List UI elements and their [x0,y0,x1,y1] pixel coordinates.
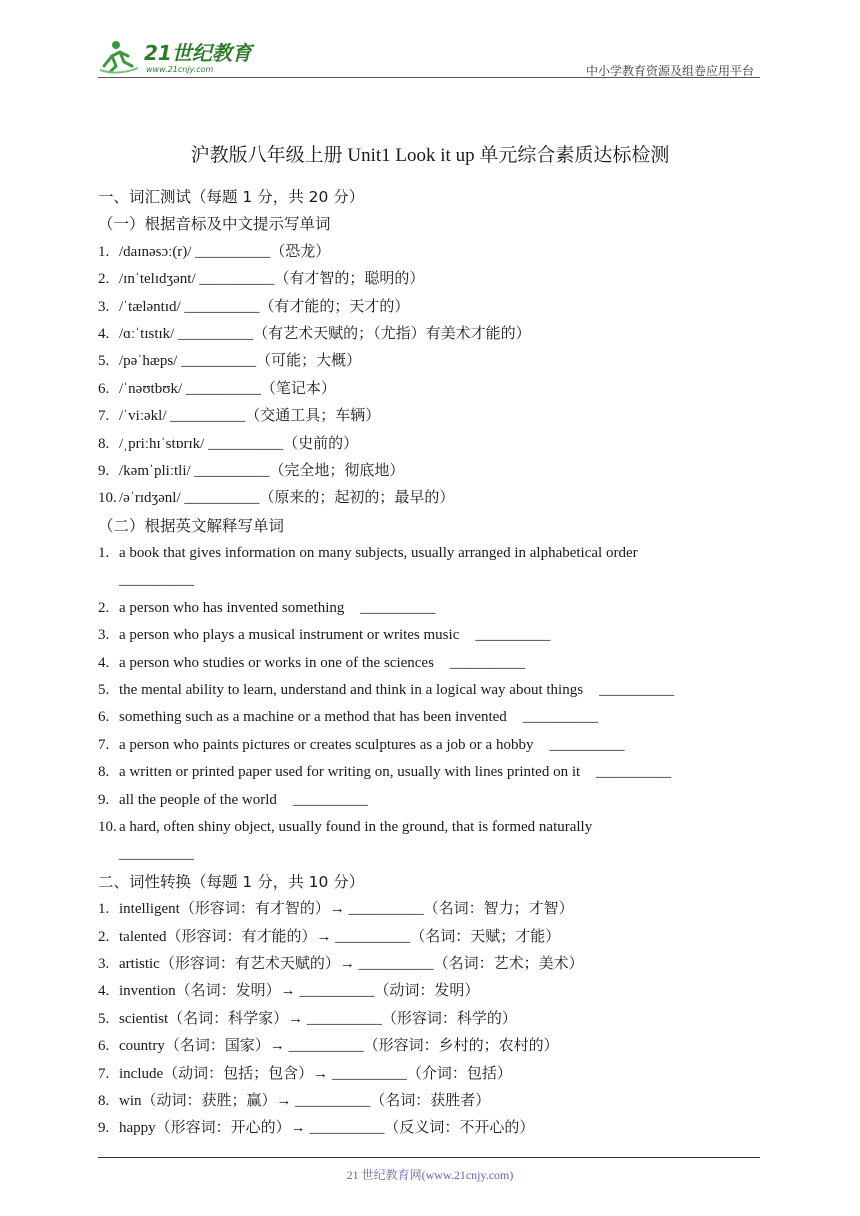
question-number: 10. [98,818,117,835]
question-item [98,321,763,348]
question-item [98,704,763,731]
question-text: /pəˈhæps/ __________（可能；大概） [119,353,362,370]
answer-blank: __________ [119,572,194,589]
phonetic-question-list [98,239,763,513]
question-item [98,787,763,814]
question-text: /ˈnəʊtbʊk/ __________（笔记本） [119,380,336,397]
question-item [98,348,763,375]
question-text: talented（形容词：有才能的）→ __________（名词：天赋；才能） [119,928,561,945]
logo-text: 21世纪教育 [144,41,252,65]
question-number: 3. [98,298,110,315]
question-item [98,403,763,430]
section-1b-title: （二）根据英文解释写单词 [98,516,285,535]
question-item [98,732,763,759]
question-item [98,540,763,567]
question-item [98,924,763,951]
question-item [98,1115,763,1142]
question-text: country（名词：国家）→ __________（形容词：乡村的；农村的） [119,1038,559,1055]
question-number: 9. [98,1120,110,1137]
question-text: artistic（形容词：有艺术天赋的）→ __________（名词：艺术；美术） [119,955,584,972]
section-1-title: 一、词汇测试（每题 1 分，共 20 分） [98,188,365,206]
question-number: 8. [98,764,110,781]
answer-blank: __________ [292,791,368,808]
question-number: 7. [98,1065,110,1082]
question-number: 1. [98,545,110,562]
question-text: /ɪnˈtelɪdʒənt/ __________（有才智的；聪明的） [119,271,425,288]
question-number: 1. [98,243,110,260]
question-number: 4. [98,983,110,1000]
question-number: 9. [98,462,110,479]
question-item [98,431,763,458]
question-item [98,1033,763,1060]
section-2-title: 二、词性转换（每题 1 分，共 10 分） [98,872,365,891]
question-item [98,376,763,403]
question-item [98,485,763,512]
question-number: 7. [98,408,110,425]
question-item [98,650,763,677]
question-text: a hard, often shiny object, usually found in the ground, that is formed naturally [119,818,593,835]
question-number: 2. [98,271,110,288]
question-item [98,951,763,978]
page-header [98,30,760,78]
question-text: win（动词：获胜；赢）→ __________（名词：获胜者） [119,1092,491,1109]
question-text: a written or printed paper used for writing on, usually with lines printed on it [119,764,581,781]
answer-blank: __________ [596,764,672,781]
word-form-question-list [98,896,763,1143]
definition-question-list [98,540,763,869]
question-item [98,266,763,293]
question-item [98,458,763,485]
question-number: 8. [98,435,110,452]
platform-label: 中小学教育资源及组卷应用平台 [585,64,754,78]
question-text: /daɪnəsɔː(r)/ __________（恐龙） [119,243,331,260]
question-number: 2. [98,599,110,616]
question-number: 5. [98,682,110,699]
logo-21cnjy-icon [98,36,258,76]
question-item [98,896,763,923]
question-text: all the people of the world [119,791,277,808]
question-number: 4. [98,654,110,671]
question-text: /kəmˈpliːtli/ __________（完全地；彻底地） [119,462,405,479]
answer-blank: __________ [599,682,675,699]
question-item [98,622,763,649]
question-item [98,814,763,841]
question-number: 5. [98,1010,110,1027]
question-number: 5. [98,353,110,370]
question-text: invention（名词：发明）→ __________（动词：发明） [119,983,480,1000]
question-text: /ˌpriːhɪˈstɒrɪk/ __________（史前的） [119,435,359,452]
answer-blank: __________ [360,599,436,616]
question-item [98,759,763,786]
answer-blank: __________ [119,846,194,863]
question-number: 7. [98,736,110,753]
question-item [98,595,763,622]
question-text: /ɑːˈtɪstɪk/ __________（有艺术天赋的；（尤指）有美术才能的） [119,325,531,342]
question-text: include（动词：包括；包含）→ __________（介词：包括） [119,1065,512,1082]
question-item [98,677,763,704]
answer-blank: __________ [475,627,551,644]
question-item [98,294,763,321]
question-number: 6. [98,709,110,726]
footer-divider [98,1157,760,1158]
question-number: 3. [98,955,110,972]
question-text: a book that gives information on many subjects, usually arranged in alphabetical order [119,545,638,562]
logo-url: www.21cnjy.com [146,65,214,74]
question-number: 4. [98,325,110,342]
footer-source: 21 世纪教育网(www.21cnjy.com) [346,1168,514,1182]
header-divider [98,77,760,78]
page-title: 沪教版八年级上册 Unit1 Look it up 单元综合素质达标检测 [190,145,670,166]
question-item [98,1006,763,1033]
question-text: /ˈtæləntɪd/ __________（有才能的；天才的） [119,298,410,315]
section-1a-title: （一）根据音标及中文提示写单词 [98,215,331,234]
question-number: 9. [98,791,110,808]
question-item [98,1088,763,1115]
question-item [98,978,763,1005]
question-item [98,239,763,266]
question-number: 8. [98,1092,110,1109]
question-number: 10. [98,490,117,507]
question-text: /əˈrɪdʒənl/ __________（原来的；起初的；最早的） [119,490,455,507]
question-text: a person who paints pictures or creates sculptures as a job or a hobby [119,736,534,753]
answer-blank: __________ [449,654,525,671]
question-number: 1. [98,901,110,918]
question-text: something such as a machine or a method that has been invented [119,709,507,726]
question-text: the mental ability to learn, understand and think in a logical way about things [119,682,584,699]
question-text: scientist（名词：科学家）→ __________（形容词：科学的） [119,1010,517,1027]
question-number: 3. [98,627,110,644]
question-number: 6. [98,380,110,397]
question-text: intelligent（形容词：有才智的）→ __________（名词：智力；才智） [119,901,574,918]
question-text: happy（形容词：开心的）→ __________（反义词：不开心的） [119,1120,535,1137]
question-text: /ˈviːəkl/ __________（交通工具；车辆） [119,408,381,425]
worksheet-body [98,184,763,1143]
question-item [98,1061,763,1088]
question-number: 6. [98,1038,110,1055]
answer-blank: __________ [549,736,625,753]
question-text: a person who plays a musical instrument or writes music [119,627,460,644]
question-text: a person who has invented something [119,599,345,616]
question-text: a person who studies or works in one of the sciences [119,654,434,671]
answer-blank: __________ [522,709,598,726]
question-number: 2. [98,928,110,945]
